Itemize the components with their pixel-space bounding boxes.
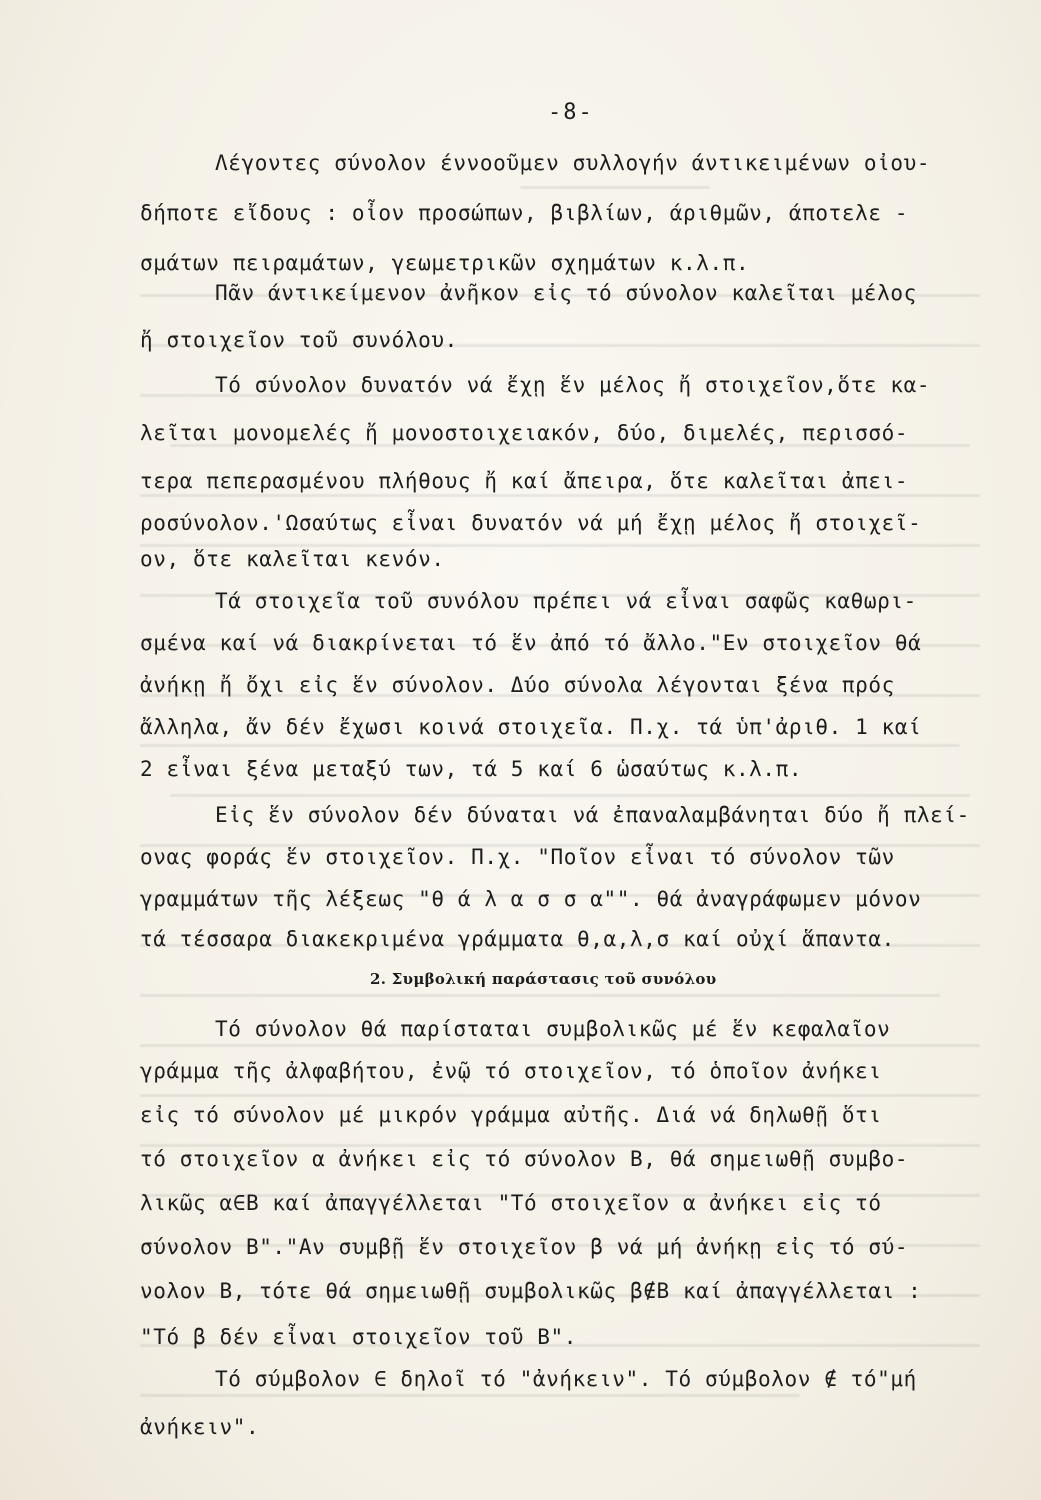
text-line: τά τέσσαρα διακεκριμένα γράμματα θ,α,λ,σ καί οὐχί ἅπαντα. xyxy=(140,927,895,951)
text-line: τερα πεπερασμένου πλήθους ἤ καί ἄπειρα, ὅτε καλεῖται ἀπει- xyxy=(140,469,909,493)
text-line: Λέγοντες σύνολον έννοοῦμεν συλλογήν άντικειμένων οἰου- xyxy=(215,151,931,175)
text-line: Τό σύνολον δυνατόν νά ἔχῃ ἕν μέλος ἤ στοιχεῖον,ὅτε κα- xyxy=(215,373,931,397)
text-line: Τό σύνολον θά παρίσταται συμβολικῶς μέ ἕν κεφαλαῖον xyxy=(215,1017,891,1041)
text-line: σύνολον Β"."Αν συμβῇ ἕν στοιχεῖον β νά μή ἀνήκῃ εἰς τό σύ- xyxy=(140,1235,909,1259)
text-line: Τά στοιχεῖα τοῦ συνόλου πρέπει νά εἶναι σαφῶς καθωρι- xyxy=(215,589,917,613)
text-line: λεῖται μονομελές ἤ μονοστοιχειακόν, δύο, διμελές, περισσό- xyxy=(140,421,909,445)
text-line: γράμμα τῆς ἀλφαβήτου, ἐνῷ τό στοιχεῖον, τό ὁποῖον ἀνήκει xyxy=(140,1059,882,1083)
text-line: νολον Β, τότε θά σημειωθῇ συμβολικῶς β∉Β καί ἀπαγγέλλεται : xyxy=(140,1279,922,1303)
text-line: ροσύνολον.'Ωσαύτως εἶναι δυνατόν νά μή ἔχῃ μέλος ἤ στοιχεῖ- xyxy=(140,511,922,535)
text-line: ἀνήκῃ ἤ ὄχι εἰς ἕν σύνολον. Δύο σύνολα λέγονται ξένα πρός xyxy=(140,673,895,697)
text-line: Πᾶν άντικείμενον ἀνῆκον εἰς τό σύνολον καλεῖται μέλος xyxy=(215,281,917,305)
text-line: ἄλληλα, ἄν δέν ἔχωσι κοινά στοιχεῖα. Π.χ. τά ὑπ'ἀριθ. 1 καί xyxy=(140,715,922,739)
text-line: εἰς τό σύνολον μέ μικρόν γράμμα αὐτῆς. Διά νά δηλωθῇ ὅτι xyxy=(140,1103,882,1127)
section-heading: 2. Συμβολική παράστασις τοῦ συνόλου xyxy=(370,970,717,988)
text-line: "Τό β δέν εἶναι στοιχεῖον τοῦ Β". xyxy=(140,1325,578,1349)
text-line: ἀνήκειν". xyxy=(140,1415,260,1439)
text-line: 2 εἶναι ξένα μεταξύ των, τά 5 καί 6 ὡσαύτως κ.λ.π. xyxy=(140,757,803,781)
text-line: σμένα καί νά διακρίνεται τό ἕν ἀπό τό ἄλλο."Εν στοιχεῖον θά xyxy=(140,631,922,655)
page-number: -8- xyxy=(548,100,594,125)
text-line: Τό σύμβολον ∈ δηλοῖ τό "ἀνήκειν". Τό σύμβολον ∉ τό"μή xyxy=(215,1367,917,1391)
text-line: ἤ στοιχεῖον τοῦ συνόλου. xyxy=(140,328,458,352)
text-line: ονας φοράς ἕν στοιχεῖον. Π.χ. "Ποῖον εἶναι τό σύνολον τῶν xyxy=(140,845,895,869)
text-line: δήποτε εἴδους : οἶον προσώπων, βιβλίων, άριθμῶν, άποτελε - xyxy=(140,201,909,225)
text-line: γραμμάτων τῆς λέξεως "θ ά λ α σ σ α"". θά ἀναγράφωμεν μόνον xyxy=(140,887,922,911)
text-line: λικῶς α∈Β καί ἀπαγγέλλεται "Τό στοιχεῖον α ἀνήκει εἰς τό xyxy=(140,1191,882,1215)
text-line: ον, ὅτε καλεῖται κενόν. xyxy=(140,547,445,571)
text-line: τό στοιχεῖον α ἀνήκει εἰς τό σύνολον Β, θά σημειωθῇ συμβο- xyxy=(140,1147,909,1171)
text-line: Εἰς ἕν σύνολον δέν δύναται νά ἐπαναλαμβάνηται δύο ἤ πλεί- xyxy=(215,803,970,827)
text-line: σμάτων πειραμάτων, γεωμετρικῶν σχημάτων κ.λ.π. xyxy=(140,251,750,275)
